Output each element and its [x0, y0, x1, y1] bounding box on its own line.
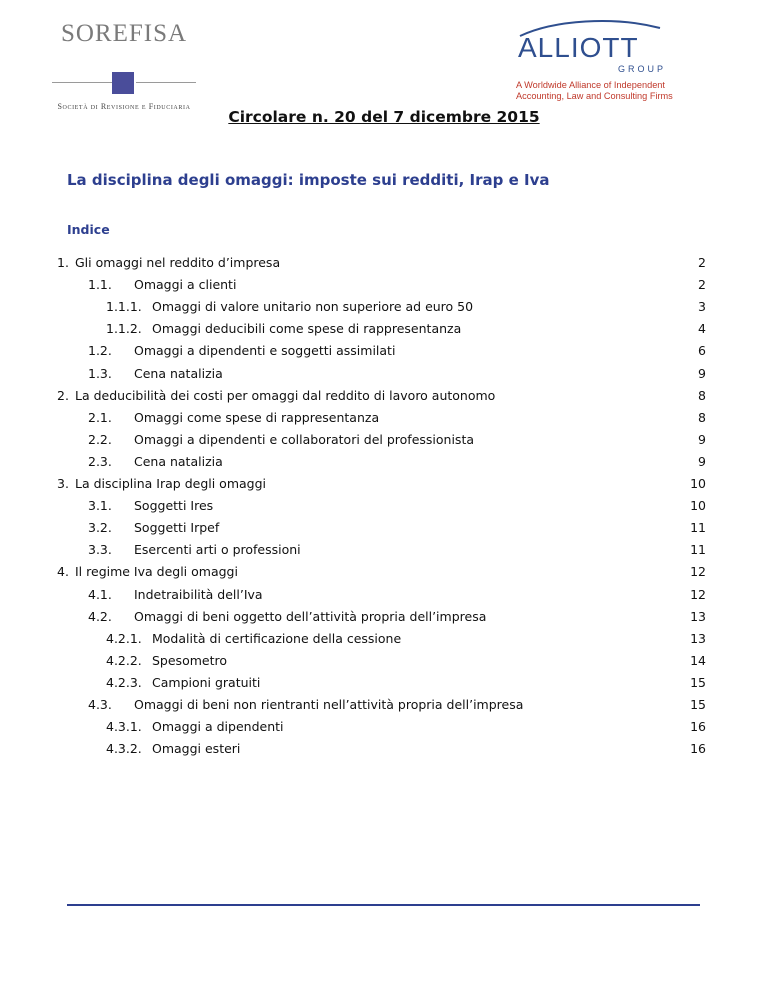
toc-entry[interactable]	[0, 652, 768, 670]
toc-entry-page: 11	[690, 520, 706, 536]
toc-entry-text: Esercenti arti o professioni	[134, 542, 301, 558]
toc-entry-number: 4.2.2.	[106, 652, 142, 668]
alliott-logo	[514, 18, 704, 101]
toc-entry[interactable]	[0, 497, 768, 515]
alliott-tagline	[516, 80, 706, 102]
toc-entry-number: 2.3.	[88, 453, 112, 469]
toc-entry-text: Modalità di certificazione della cessione	[152, 630, 402, 646]
logo-rule-right	[136, 82, 196, 83]
toc-entry[interactable]	[0, 342, 768, 360]
toc-entry-text: Omaggi di beni oggetto dell’attività propria dell’impresa	[134, 608, 487, 624]
toc-entry-page: 12	[690, 564, 706, 580]
toc-entry-page: 15	[690, 697, 706, 712]
document-title: La disciplina degli omaggi: imposte sui redditi, Irap e Iva	[67, 171, 550, 189]
sorefisa-logo-name: SOREFISA	[60, 20, 188, 47]
toc-entry[interactable]	[0, 365, 768, 383]
toc-entry-text: Soggetti Irpef	[134, 520, 220, 536]
toc-entry-number: 3.3.	[88, 542, 112, 558]
toc-entry-page: 16	[690, 741, 706, 757]
toc-entry-number: 1.2.	[88, 343, 112, 359]
toc-entry-page: 9	[698, 365, 706, 381]
toc-entry[interactable]	[0, 608, 768, 626]
toc-entry-number: 3.	[57, 476, 69, 491]
toc-entry-number: 4.3.1.	[106, 719, 142, 735]
toc-entry-text: Campioni gratuiti	[152, 674, 261, 690]
toc-entry[interactable]	[0, 254, 768, 272]
toc-entry[interactable]	[0, 674, 768, 692]
toc-entry-number: 4.	[57, 564, 69, 580]
toc-entry-text: Indetraibilità dell’Iva	[134, 586, 263, 602]
logo-rule-left	[52, 82, 112, 83]
toc-entry-text: Omaggi di valore unitario non superiore ad euro 50	[152, 299, 474, 315]
toc-entry-number: 2.	[57, 387, 69, 403]
indice-heading: Indice	[67, 222, 110, 237]
toc-entry-text: Omaggi deducibili come spese di rappresentanza	[152, 321, 462, 337]
toc-entry-page: 8	[698, 409, 706, 425]
toc-entry-text: Omaggi a dipendenti	[152, 719, 284, 735]
toc-entry-text: Omaggi a dipendenti e soggetti assimilati	[134, 343, 396, 359]
toc-entry-page: 10	[690, 476, 706, 491]
toc-entry-page: 12	[690, 586, 706, 602]
toc-entry-text: La disciplina Irap degli omaggi	[75, 476, 266, 491]
toc-entry-text: Soggetti Ires	[134, 498, 214, 514]
toc-entry-number: 4.1.	[88, 586, 112, 602]
toc-entry-page: 4	[698, 321, 706, 337]
toc-entry[interactable]	[0, 563, 768, 581]
toc-entry-number: 3.2.	[88, 520, 112, 536]
toc-entry[interactable]	[0, 519, 768, 537]
toc-entry-page: 16	[690, 719, 706, 735]
toc-entry[interactable]	[0, 387, 768, 405]
toc-entry-page: 9	[698, 453, 706, 469]
toc-entry[interactable]	[0, 320, 768, 338]
toc-entry-page: 3	[698, 299, 706, 315]
toc-entry-number: 1.	[57, 255, 69, 270]
toc-entry-page: 13	[690, 630, 706, 646]
toc-entry[interactable]	[0, 630, 768, 648]
toc-entry-text: La deducibilità dei costi per omaggi dal reddito di lavoro autonomo	[75, 387, 496, 403]
alliott-tagline-line-2: Accounting, Law and Consulting Firms	[516, 91, 673, 101]
toc-entry-page: 11	[690, 542, 706, 558]
toc-entry-number: 2.2.	[88, 431, 112, 447]
alliott-group: GROUP	[618, 64, 667, 74]
toc-entry-number: 4.2.3.	[106, 674, 142, 690]
toc-entry-page: 13	[690, 608, 706, 624]
toc-entry-number: 1.1.2.	[106, 321, 142, 337]
alliott-brand: ALLIOTT	[518, 32, 639, 63]
sorefisa-logo	[48, 20, 200, 111]
toc-entry[interactable]	[0, 453, 768, 471]
toc-entry[interactable]	[0, 541, 768, 559]
toc-entry[interactable]	[0, 718, 768, 736]
toc-entry-number: 4.2.1.	[106, 630, 142, 646]
toc-entry-page: 10	[690, 498, 706, 514]
toc-entry-text: Gli omaggi nel reddito d’impresa	[75, 255, 281, 270]
toc-entry-page: 8	[698, 387, 706, 403]
toc-entry-page: 9	[698, 431, 706, 447]
alliott-tagline-line-1: A Worldwide Alliance of Independent	[516, 80, 665, 90]
toc-entry-text: Omaggi a dipendenti e collaboratori del professionista	[134, 431, 475, 447]
toc-entry[interactable]	[0, 298, 768, 316]
toc-entry-text: Omaggi di beni non rientranti nell’attività propria dell’impresa	[134, 697, 524, 712]
toc-entry-page: 15	[690, 674, 706, 690]
toc-entry[interactable]	[0, 696, 768, 714]
toc-entry-text: Cena natalizia	[134, 453, 223, 469]
toc-entry-text: Omaggi a clienti	[134, 277, 237, 293]
toc-entry-page: 6	[698, 343, 706, 359]
toc-entry-text: Il regime Iva degli omaggi	[75, 564, 238, 580]
toc-entry-number: 3.1.	[88, 498, 112, 514]
toc-entry[interactable]	[0, 409, 768, 427]
logo-square	[112, 72, 134, 94]
sorefisa-logo-subtitle: Società di Revisione e Fiduciaria	[57, 102, 191, 111]
toc-entry-text: Omaggi come spese di rappresentanza	[134, 409, 380, 425]
toc-entry-page: 14	[690, 652, 706, 668]
toc-entry-number: 1.1.	[88, 277, 112, 293]
toc-entry[interactable]	[0, 586, 768, 604]
toc-entry-text: Omaggi esteri	[152, 741, 241, 757]
toc-entry-page: 2	[698, 277, 706, 293]
toc-entry-number: 4.2.	[88, 608, 112, 624]
toc-entry-number: 1.1.1.	[106, 299, 142, 315]
toc-entry[interactable]	[0, 431, 768, 449]
toc-entry-number: 1.3.	[88, 365, 112, 381]
toc-entry[interactable]	[0, 475, 768, 493]
circolare-heading: Circolare n. 20 del 7 dicembre 2015	[228, 108, 540, 126]
toc-entry-number: 4.3.	[88, 697, 112, 712]
toc-entry[interactable]	[0, 740, 768, 758]
toc-entry-number: 4.3.2.	[106, 741, 142, 757]
toc-entry[interactable]	[0, 276, 768, 294]
toc-entry-text: Spesometro	[152, 652, 227, 668]
toc-entry-text: Cena natalizia	[134, 365, 223, 381]
toc-entry-number: 2.1.	[88, 409, 112, 425]
toc-entry-page: 2	[698, 255, 706, 270]
footer-rule	[67, 904, 700, 906]
